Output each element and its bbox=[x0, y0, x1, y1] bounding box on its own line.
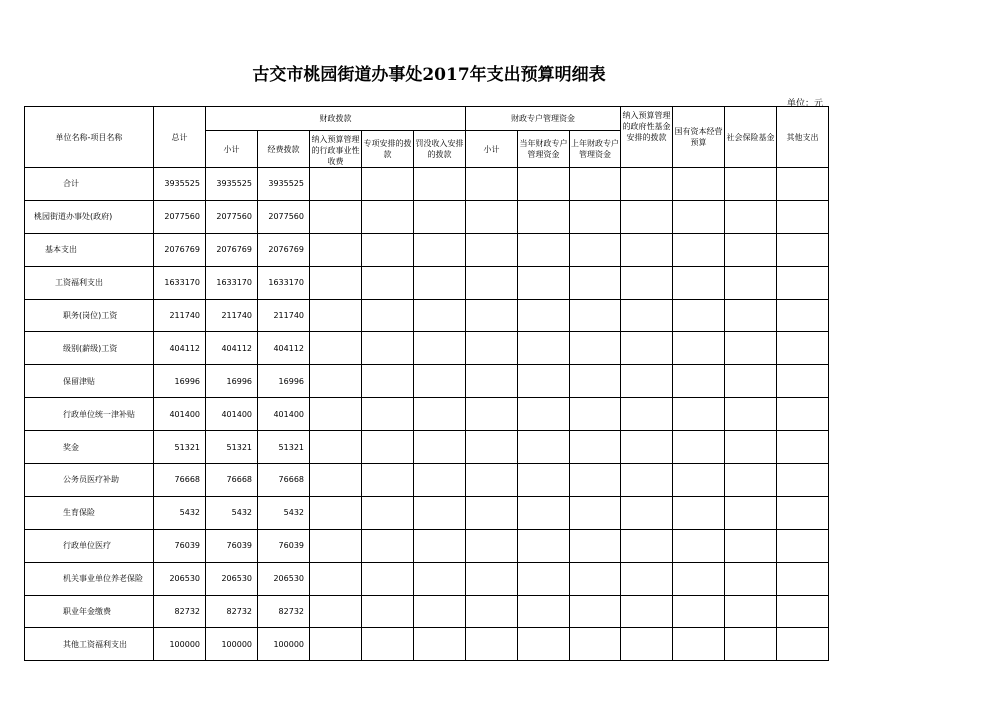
row-operating-funds: 206530 bbox=[258, 562, 310, 595]
empty-cell bbox=[466, 365, 518, 398]
row-name: 机关事业单位养老保险 bbox=[25, 562, 154, 595]
empty-cell bbox=[466, 233, 518, 266]
row-total: 76668 bbox=[154, 464, 206, 497]
row-operating-funds: 76668 bbox=[258, 464, 310, 497]
empty-cell bbox=[518, 266, 570, 299]
empty-cell bbox=[673, 365, 725, 398]
empty-cell bbox=[673, 200, 725, 233]
row-operating-funds: 2077560 bbox=[258, 200, 310, 233]
empty-cell bbox=[518, 529, 570, 562]
empty-cell bbox=[673, 595, 725, 628]
empty-cell bbox=[725, 365, 777, 398]
empty-cell bbox=[518, 200, 570, 233]
row-fiscal-subtotal: 100000 bbox=[206, 628, 258, 661]
table-row bbox=[25, 168, 829, 201]
empty-cell bbox=[673, 299, 725, 332]
empty-cell bbox=[310, 266, 362, 299]
header-special-subtotal: 小计 bbox=[466, 131, 518, 168]
empty-cell bbox=[570, 431, 621, 464]
empty-cell bbox=[466, 628, 518, 661]
empty-cell bbox=[414, 233, 466, 266]
table-row bbox=[25, 431, 829, 464]
empty-cell bbox=[725, 266, 777, 299]
empty-cell bbox=[621, 168, 673, 201]
empty-cell bbox=[466, 562, 518, 595]
empty-cell bbox=[621, 595, 673, 628]
empty-cell bbox=[466, 266, 518, 299]
header-confiscated: 罚没收入安排的拨款 bbox=[414, 131, 466, 168]
row-total: 1633170 bbox=[154, 266, 206, 299]
empty-cell bbox=[466, 529, 518, 562]
empty-cell bbox=[362, 398, 414, 431]
row-total: 76039 bbox=[154, 529, 206, 562]
empty-cell bbox=[362, 332, 414, 365]
table-row bbox=[25, 529, 829, 562]
page-title: 古交市桃园街道办事处2017年支出预算明细表 bbox=[252, 65, 606, 85]
empty-cell bbox=[310, 365, 362, 398]
empty-cell bbox=[725, 332, 777, 365]
empty-cell bbox=[310, 562, 362, 595]
empty-cell bbox=[621, 464, 673, 497]
budget-table bbox=[24, 106, 829, 661]
empty-cell bbox=[414, 595, 466, 628]
empty-cell bbox=[466, 464, 518, 497]
empty-cell bbox=[518, 464, 570, 497]
row-total: 2076769 bbox=[154, 233, 206, 266]
empty-cell bbox=[725, 398, 777, 431]
table-row bbox=[25, 266, 829, 299]
header-special-arrange: 专项安排的拨款 bbox=[362, 131, 414, 168]
header-fiscal-group: 财政拨款 bbox=[206, 107, 466, 131]
row-operating-funds: 2076769 bbox=[258, 233, 310, 266]
empty-cell bbox=[570, 496, 621, 529]
empty-cell bbox=[518, 398, 570, 431]
header-total: 总计 bbox=[154, 107, 206, 168]
table-row bbox=[25, 332, 829, 365]
table-row bbox=[25, 365, 829, 398]
row-name: 桃园街道办事处(政府) bbox=[25, 200, 154, 233]
empty-cell bbox=[725, 168, 777, 201]
empty-cell bbox=[414, 562, 466, 595]
header-current-year: 当年财政专户管理资金 bbox=[518, 131, 570, 168]
row-total: 100000 bbox=[154, 628, 206, 661]
empty-cell bbox=[621, 233, 673, 266]
row-name: 生育保险 bbox=[25, 496, 154, 529]
empty-cell bbox=[570, 200, 621, 233]
row-fiscal-subtotal: 2077560 bbox=[206, 200, 258, 233]
table-row bbox=[25, 398, 829, 431]
row-operating-funds: 401400 bbox=[258, 398, 310, 431]
empty-cell bbox=[414, 200, 466, 233]
empty-cell bbox=[777, 496, 829, 529]
row-total: 16996 bbox=[154, 365, 206, 398]
empty-cell bbox=[310, 233, 362, 266]
row-name: 奖金 bbox=[25, 431, 154, 464]
row-operating-funds: 76039 bbox=[258, 529, 310, 562]
row-operating-funds: 5432 bbox=[258, 496, 310, 529]
empty-cell bbox=[673, 233, 725, 266]
empty-cell bbox=[621, 332, 673, 365]
empty-cell bbox=[725, 233, 777, 266]
empty-cell bbox=[570, 233, 621, 266]
header-fiscal-subtotal: 小计 bbox=[206, 131, 258, 168]
row-name: 职业年金缴费 bbox=[25, 595, 154, 628]
empty-cell bbox=[414, 628, 466, 661]
table-row bbox=[25, 562, 829, 595]
empty-cell bbox=[310, 398, 362, 431]
empty-cell bbox=[518, 233, 570, 266]
empty-cell bbox=[518, 628, 570, 661]
row-operating-funds: 51321 bbox=[258, 431, 310, 464]
empty-cell bbox=[777, 628, 829, 661]
empty-cell bbox=[518, 332, 570, 365]
empty-cell bbox=[466, 496, 518, 529]
empty-cell bbox=[570, 168, 621, 201]
empty-cell bbox=[414, 266, 466, 299]
header-social-insurance: 社会保险基金 bbox=[725, 107, 777, 168]
empty-cell bbox=[777, 431, 829, 464]
empty-cell bbox=[673, 464, 725, 497]
empty-cell bbox=[725, 628, 777, 661]
row-name: 级别(薪级)工资 bbox=[25, 332, 154, 365]
empty-cell bbox=[777, 299, 829, 332]
empty-cell bbox=[466, 200, 518, 233]
row-operating-funds: 16996 bbox=[258, 365, 310, 398]
empty-cell bbox=[621, 562, 673, 595]
row-total: 2077560 bbox=[154, 200, 206, 233]
empty-cell bbox=[621, 529, 673, 562]
empty-cell bbox=[725, 299, 777, 332]
empty-cell bbox=[310, 431, 362, 464]
empty-cell bbox=[466, 299, 518, 332]
row-total: 211740 bbox=[154, 299, 206, 332]
row-name: 公务员医疗补助 bbox=[25, 464, 154, 497]
row-name: 合计 bbox=[25, 168, 154, 201]
row-name: 基本支出 bbox=[25, 233, 154, 266]
empty-cell bbox=[777, 595, 829, 628]
empty-cell bbox=[570, 266, 621, 299]
empty-cell bbox=[777, 168, 829, 201]
header-prev-year: 上年财政专户管理资金 bbox=[570, 131, 621, 168]
table-row bbox=[25, 595, 829, 628]
table-row bbox=[25, 628, 829, 661]
row-operating-funds: 3935525 bbox=[258, 168, 310, 201]
empty-cell bbox=[725, 200, 777, 233]
empty-cell bbox=[310, 168, 362, 201]
empty-cell bbox=[414, 168, 466, 201]
empty-cell bbox=[362, 529, 414, 562]
empty-cell bbox=[362, 496, 414, 529]
header-state-capital: 国有资本经营预算 bbox=[673, 107, 725, 168]
empty-cell bbox=[310, 628, 362, 661]
empty-cell bbox=[362, 266, 414, 299]
empty-cell bbox=[777, 398, 829, 431]
empty-cell bbox=[362, 233, 414, 266]
empty-cell bbox=[673, 431, 725, 464]
empty-cell bbox=[673, 266, 725, 299]
empty-cell bbox=[310, 529, 362, 562]
empty-cell bbox=[518, 496, 570, 529]
empty-cell bbox=[518, 365, 570, 398]
empty-cell bbox=[777, 233, 829, 266]
empty-cell bbox=[621, 398, 673, 431]
empty-cell bbox=[362, 299, 414, 332]
table-row bbox=[25, 496, 829, 529]
empty-cell bbox=[570, 299, 621, 332]
empty-cell bbox=[777, 562, 829, 595]
empty-cell bbox=[414, 299, 466, 332]
table-row bbox=[25, 464, 829, 497]
row-total: 401400 bbox=[154, 398, 206, 431]
row-name: 行政单位统一津补贴 bbox=[25, 398, 154, 431]
row-operating-funds: 1633170 bbox=[258, 266, 310, 299]
empty-cell bbox=[414, 431, 466, 464]
empty-cell bbox=[362, 200, 414, 233]
row-name: 行政单位医疗 bbox=[25, 529, 154, 562]
empty-cell bbox=[310, 595, 362, 628]
row-total: 404112 bbox=[154, 332, 206, 365]
empty-cell bbox=[310, 496, 362, 529]
empty-cell bbox=[621, 299, 673, 332]
empty-cell bbox=[362, 628, 414, 661]
empty-cell bbox=[570, 529, 621, 562]
empty-cell bbox=[673, 529, 725, 562]
empty-cell bbox=[621, 266, 673, 299]
row-operating-funds: 211740 bbox=[258, 299, 310, 332]
empty-cell bbox=[777, 365, 829, 398]
row-fiscal-subtotal: 51321 bbox=[206, 431, 258, 464]
empty-cell bbox=[725, 496, 777, 529]
empty-cell bbox=[414, 365, 466, 398]
row-fiscal-subtotal: 5432 bbox=[206, 496, 258, 529]
row-fiscal-subtotal: 1633170 bbox=[206, 266, 258, 299]
empty-cell bbox=[414, 464, 466, 497]
empty-cell bbox=[570, 365, 621, 398]
header-special-group: 财政专户管理资金 bbox=[466, 107, 621, 131]
row-name: 职务(岗位)工资 bbox=[25, 299, 154, 332]
empty-cell bbox=[362, 168, 414, 201]
row-operating-funds: 404112 bbox=[258, 332, 310, 365]
empty-cell bbox=[621, 628, 673, 661]
row-name: 工资福利支出 bbox=[25, 266, 154, 299]
empty-cell bbox=[777, 464, 829, 497]
row-fiscal-subtotal: 2076769 bbox=[206, 233, 258, 266]
row-fiscal-subtotal: 76039 bbox=[206, 529, 258, 562]
empty-cell bbox=[466, 168, 518, 201]
empty-cell bbox=[673, 562, 725, 595]
table-row bbox=[25, 200, 829, 233]
empty-cell bbox=[777, 332, 829, 365]
header-other-expense: 其他支出 bbox=[777, 107, 829, 168]
row-fiscal-subtotal: 16996 bbox=[206, 365, 258, 398]
row-total: 5432 bbox=[154, 496, 206, 529]
empty-cell bbox=[466, 431, 518, 464]
empty-cell bbox=[414, 398, 466, 431]
empty-cell bbox=[362, 365, 414, 398]
row-fiscal-subtotal: 211740 bbox=[206, 299, 258, 332]
empty-cell bbox=[362, 431, 414, 464]
empty-cell bbox=[570, 562, 621, 595]
header-unit-name: 单位名称-项目名称 bbox=[25, 107, 154, 168]
empty-cell bbox=[362, 595, 414, 628]
empty-cell bbox=[725, 529, 777, 562]
empty-cell bbox=[518, 299, 570, 332]
empty-cell bbox=[621, 496, 673, 529]
empty-cell bbox=[362, 562, 414, 595]
empty-cell bbox=[518, 431, 570, 464]
empty-cell bbox=[310, 464, 362, 497]
empty-cell bbox=[518, 562, 570, 595]
row-fiscal-subtotal: 401400 bbox=[206, 398, 258, 431]
row-fiscal-subtotal: 206530 bbox=[206, 562, 258, 595]
header-operating-funds: 经费拨款 bbox=[258, 131, 310, 168]
empty-cell bbox=[725, 431, 777, 464]
empty-cell bbox=[414, 496, 466, 529]
table-row bbox=[25, 233, 829, 266]
empty-cell bbox=[466, 398, 518, 431]
row-operating-funds: 100000 bbox=[258, 628, 310, 661]
row-total: 82732 bbox=[154, 595, 206, 628]
empty-cell bbox=[414, 529, 466, 562]
empty-cell bbox=[725, 562, 777, 595]
header-gov-fund: 纳入预算管理的行政事业性收费 bbox=[310, 131, 362, 168]
empty-cell bbox=[673, 168, 725, 201]
empty-cell bbox=[518, 168, 570, 201]
empty-cell bbox=[673, 332, 725, 365]
empty-cell bbox=[570, 628, 621, 661]
row-name: 保留津贴 bbox=[25, 365, 154, 398]
empty-cell bbox=[621, 431, 673, 464]
empty-cell bbox=[777, 529, 829, 562]
header-gov-fund-budget: 纳入预算管理的政府性基金安排的拨款 bbox=[621, 107, 673, 168]
row-name: 其他工资福利支出 bbox=[25, 628, 154, 661]
row-fiscal-subtotal: 3935525 bbox=[206, 168, 258, 201]
row-fiscal-subtotal: 82732 bbox=[206, 595, 258, 628]
empty-cell bbox=[673, 628, 725, 661]
empty-cell bbox=[777, 200, 829, 233]
row-fiscal-subtotal: 76668 bbox=[206, 464, 258, 497]
empty-cell bbox=[310, 200, 362, 233]
empty-cell bbox=[621, 365, 673, 398]
empty-cell bbox=[725, 595, 777, 628]
empty-cell bbox=[570, 464, 621, 497]
row-operating-funds: 82732 bbox=[258, 595, 310, 628]
empty-cell bbox=[414, 332, 466, 365]
empty-cell bbox=[777, 266, 829, 299]
empty-cell bbox=[466, 332, 518, 365]
empty-cell bbox=[466, 595, 518, 628]
empty-cell bbox=[673, 496, 725, 529]
empty-cell bbox=[725, 464, 777, 497]
row-total: 3935525 bbox=[154, 168, 206, 201]
row-total: 206530 bbox=[154, 562, 206, 595]
empty-cell bbox=[310, 299, 362, 332]
row-total: 51321 bbox=[154, 431, 206, 464]
table-row bbox=[25, 299, 829, 332]
empty-cell bbox=[310, 332, 362, 365]
empty-cell bbox=[673, 398, 725, 431]
empty-cell bbox=[570, 332, 621, 365]
empty-cell bbox=[621, 200, 673, 233]
empty-cell bbox=[518, 595, 570, 628]
row-fiscal-subtotal: 404112 bbox=[206, 332, 258, 365]
empty-cell bbox=[362, 464, 414, 497]
empty-cell bbox=[570, 595, 621, 628]
empty-cell bbox=[570, 398, 621, 431]
unit-label: 单位：元 bbox=[787, 99, 824, 109]
